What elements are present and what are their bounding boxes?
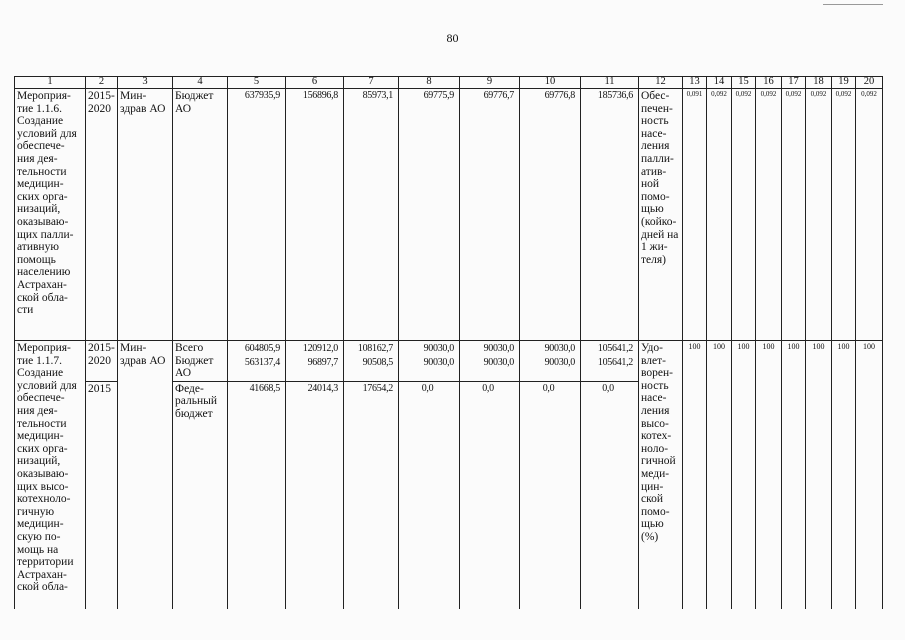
amount-col6-cell xyxy=(286,341,344,382)
amount-col5: 637935,9 xyxy=(228,89,286,341)
amount-col6: 24014,3 xyxy=(286,381,344,609)
column-number-17: 17 xyxy=(782,77,806,89)
column-number-6: 6 xyxy=(286,77,344,89)
column-number-9: 9 xyxy=(460,77,520,89)
funding-source: Бюджет АО xyxy=(173,89,228,341)
column-number-1: 1 xyxy=(15,77,86,89)
amount-col10: 0,0 xyxy=(520,381,581,609)
table-row xyxy=(15,341,883,382)
column-number-11: 11 xyxy=(581,77,639,89)
amount-col5-cell xyxy=(228,341,286,382)
amount-col8: 90030,0 xyxy=(423,357,454,368)
indicator-value: 100 xyxy=(856,341,883,610)
measure-name: Мероприя- тие 1.1.6. Создание условий для обеспече- ния дея- тельности медицин- ских орга- низаций, оказываю- щих палли- ативную помощь населению Астрахан- ской обла- сти xyxy=(15,89,86,341)
indicator-value: 0,092 xyxy=(732,89,756,341)
indicator-value: 100 xyxy=(683,341,707,610)
amount-col11: 0,0 xyxy=(581,381,639,609)
executor: Мин- здрав АО xyxy=(118,89,173,341)
amount-col8: 69775,9 xyxy=(399,89,460,341)
amount-col11: 105641,2 xyxy=(597,343,633,354)
indicator-value: 0,092 xyxy=(707,89,732,341)
indicator-value: 0,092 xyxy=(832,89,856,341)
column-number-12: 12 xyxy=(639,77,683,89)
column-number-5: 5 xyxy=(228,77,286,89)
column-number-14: 14 xyxy=(707,77,732,89)
indicator-value: 100 xyxy=(806,341,832,610)
indicator-name: Удо- влет- ворен- ность насе- ления высо- котех- ноло- гичной меди- цин- ской помо- щью (%) xyxy=(639,341,683,610)
column-number-15: 15 xyxy=(732,77,756,89)
period: 2015- 2020 xyxy=(86,89,118,341)
period: 2015- 2020 xyxy=(86,341,118,382)
budget-table xyxy=(14,76,883,609)
column-number-19: 19 xyxy=(832,77,856,89)
executor: Мин- здрав АО xyxy=(118,341,173,610)
amount-col8: 0,0 xyxy=(399,381,460,609)
indicator-value: 0,092 xyxy=(806,89,832,341)
funding-source: Феде- ральный бюджет xyxy=(173,381,228,609)
column-number-13: 13 xyxy=(683,77,707,89)
indicator-value: 100 xyxy=(782,341,806,610)
amount-col5: 604805,9 xyxy=(244,343,280,354)
amount-col9: 90030,0 xyxy=(483,343,514,354)
indicator-value: 0,092 xyxy=(756,89,782,341)
column-number-8: 8 xyxy=(399,77,460,89)
amount-col11: 185736,6 xyxy=(581,89,639,341)
amount-col8: 90030,0 xyxy=(423,343,454,354)
amount-col9: 90030,0 xyxy=(483,357,514,368)
amount-col7: 17654,2 xyxy=(344,381,399,609)
indicator-name: Обес- печен- ность насе- ления палли- атив- ной помо- щью (койко- дней на 1 жи- теля) xyxy=(639,89,683,341)
amount-col7: 85973,1 xyxy=(344,89,399,341)
amount-col7: 108162,7 xyxy=(357,343,393,354)
indicator-value: 100 xyxy=(732,341,756,610)
amount-col5: 41668,5 xyxy=(228,381,286,609)
column-number-3: 3 xyxy=(118,77,173,89)
funding-source: Бюджет АО xyxy=(175,354,214,380)
amount-col9-cell xyxy=(460,341,520,382)
amount-col6: 156896,8 xyxy=(286,89,344,341)
indicator-value: 0,092 xyxy=(782,89,806,341)
amount-col10-cell xyxy=(520,341,581,382)
column-number-18: 18 xyxy=(806,77,832,89)
amount-col7: 90508,5 xyxy=(362,357,393,368)
column-number-10: 10 xyxy=(520,77,581,89)
period: 2015 xyxy=(86,381,118,609)
indicator-value: 0,092 xyxy=(856,89,883,341)
amount-col6: 120912,0 xyxy=(302,343,338,354)
column-number-2: 2 xyxy=(86,77,118,89)
amount-col11-cell xyxy=(581,341,639,382)
table-row xyxy=(15,89,883,341)
scan-mark xyxy=(823,4,883,5)
amount-col5: 563137,4 xyxy=(244,357,280,368)
amount-col6: 96897,7 xyxy=(307,357,338,368)
measure-name: Мероприя- тие 1.1.7. Создание условий для обеспече- ния дея- тельности медицин- ских орга- низаций, оказываю- щих высо- котехноло- гичную медицин- скую по- мощь на территории Астрахан- ской обла- xyxy=(15,341,86,610)
amount-col10: 69776,8 xyxy=(520,89,581,341)
funding-source: Всего xyxy=(175,342,204,354)
amount-col7-cell xyxy=(344,341,399,382)
column-number-16: 16 xyxy=(756,77,782,89)
indicator-value: 100 xyxy=(832,341,856,610)
page-number: 80 xyxy=(446,31,459,45)
amount-col11: 105641,2 xyxy=(597,357,633,368)
indicator-value: 100 xyxy=(707,341,732,610)
amount-col10: 90030,0 xyxy=(544,357,575,368)
column-number-7: 7 xyxy=(344,77,399,89)
column-number-4: 4 xyxy=(173,77,228,89)
amount-col8-cell xyxy=(399,341,460,382)
funding-source-cell xyxy=(173,341,228,382)
indicator-value: 100 xyxy=(756,341,782,610)
amount-col10: 90030,0 xyxy=(544,343,575,354)
indicator-value: 0,091 xyxy=(683,89,707,341)
amount-col9: 69776,7 xyxy=(460,89,520,341)
amount-col9: 0,0 xyxy=(460,381,520,609)
column-number-20: 20 xyxy=(856,77,883,89)
column-number-row xyxy=(15,77,883,89)
